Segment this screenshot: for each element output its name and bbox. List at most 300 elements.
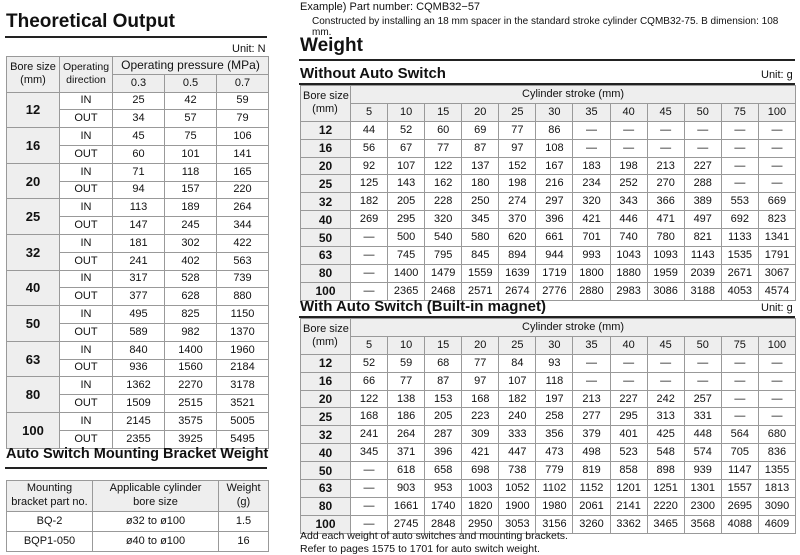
weight-value: 389 <box>684 193 721 211</box>
stroke-value: 50 <box>684 336 721 354</box>
table-row <box>7 163 269 181</box>
bore-size-cell: 100 <box>301 515 351 533</box>
output-value: 245 <box>165 217 217 235</box>
bore-size-cell: 80 <box>301 497 351 515</box>
bracket-cell: BQP1-050 <box>7 532 93 552</box>
weight-value: 745 <box>388 247 425 265</box>
weight-value: 2061 <box>573 497 610 515</box>
output-value: 57 <box>165 110 217 128</box>
stroke-row <box>301 103 796 121</box>
direction-in: IN <box>60 92 113 110</box>
weight-value: 118 <box>536 372 573 390</box>
weight-value: — <box>721 121 758 139</box>
note-2: Refer to pages 1575 to 1701 for auto switch weight. <box>300 543 540 555</box>
bore-size-cell: 40 <box>301 211 351 229</box>
table-row <box>301 497 796 515</box>
weight-value: — <box>721 372 758 390</box>
bore-size-cell: 25 <box>301 408 351 426</box>
weight-value: 77 <box>388 372 425 390</box>
stroke-value: 30 <box>536 103 573 121</box>
weight-value: 1400 <box>388 264 425 282</box>
weight-value: — <box>758 354 795 372</box>
table-row <box>301 462 796 480</box>
weight-value: — <box>610 354 647 372</box>
output-value: 1362 <box>113 377 165 395</box>
weight-value: 2571 <box>462 282 499 300</box>
weight-value: 97 <box>462 372 499 390</box>
weight-value: 618 <box>388 462 425 480</box>
weight-value: 738 <box>499 462 536 480</box>
bracket-cell: ø40 to ø100 <box>93 532 219 552</box>
direction-out: OUT <box>60 323 113 341</box>
weight-value: 264 <box>388 426 425 444</box>
weight-value: 1980 <box>536 497 573 515</box>
weight-value: 1093 <box>647 247 684 265</box>
direction-out: OUT <box>60 217 113 235</box>
bore-size-cell: 50 <box>7 306 60 342</box>
table-row <box>301 193 796 211</box>
weight-value: 2300 <box>684 497 721 515</box>
weight-value: 1201 <box>610 480 647 498</box>
direction-out: OUT <box>60 181 113 199</box>
output-value: 563 <box>217 252 269 270</box>
bracket-header-line1: Mounting <box>26 482 73 495</box>
output-value: 2145 <box>113 412 165 430</box>
bore-size-cell: 40 <box>7 270 60 306</box>
weight-value: — <box>758 121 795 139</box>
stroke-value: 100 <box>758 336 795 354</box>
header-bore-line1: Bore size <box>303 89 349 102</box>
header-stroke: Cylinder stroke (mm) <box>351 86 796 104</box>
weight-value: 108 <box>536 139 573 157</box>
output-value: 2515 <box>165 395 217 413</box>
bore-size-cell: 20 <box>301 157 351 175</box>
stroke-value: 10 <box>388 336 425 354</box>
weight-value: 680 <box>758 426 795 444</box>
weight-value: 903 <box>388 480 425 498</box>
weight-value: 1052 <box>499 480 536 498</box>
weight-value: 240 <box>499 408 536 426</box>
output-value: 589 <box>113 323 165 341</box>
weight-value: 52 <box>351 354 388 372</box>
stroke-value: 5 <box>351 103 388 121</box>
output-value: 25 <box>113 92 165 110</box>
weight-value: 1791 <box>758 247 795 265</box>
weight-value: 1147 <box>721 462 758 480</box>
bore-size-cell: 32 <box>301 426 351 444</box>
table-row <box>7 128 269 146</box>
output-value: 1370 <box>217 323 269 341</box>
header-bore-line2: (mm) <box>312 103 338 116</box>
theoretical-output-title: Theoretical Output <box>6 11 175 32</box>
weight-value: 1800 <box>573 264 610 282</box>
weight-value: 379 <box>573 426 610 444</box>
direction-out: OUT <box>60 430 113 448</box>
bore-size-cell: 16 <box>301 372 351 390</box>
output-value: 75 <box>165 128 217 146</box>
weight-value: 250 <box>462 193 499 211</box>
weight-value: 257 <box>684 390 721 408</box>
output-value: 147 <box>113 217 165 235</box>
weight-value: 333 <box>499 426 536 444</box>
weight-value: 162 <box>425 175 462 193</box>
bore-size-cell: 63 <box>301 247 351 265</box>
weight-value: 471 <box>647 211 684 229</box>
weight-value: 2671 <box>721 264 758 282</box>
direction-in: IN <box>60 377 113 395</box>
weight-value: 77 <box>462 354 499 372</box>
theoretical-output-table <box>6 56 269 449</box>
weight-value: 223 <box>462 408 499 426</box>
weight-value: 287 <box>425 426 462 444</box>
weight-value: 1251 <box>647 480 684 498</box>
bore-size-cell: 80 <box>7 377 60 413</box>
bracket-header-line2: bracket part no. <box>11 496 88 508</box>
output-value: 317 <box>113 270 165 288</box>
bracket-cell: 16 <box>219 532 269 552</box>
stroke-value: 5 <box>351 336 388 354</box>
weight-value: 953 <box>425 480 462 498</box>
output-value: 157 <box>165 181 217 199</box>
bracket-header-cell <box>219 481 269 512</box>
weight-value: 898 <box>647 462 684 480</box>
weight-value: 1719 <box>536 264 573 282</box>
output-value: 118 <box>165 163 217 181</box>
weight-value: 93 <box>536 354 573 372</box>
without-switch-title: Without Auto Switch <box>300 65 446 82</box>
bore-size-cell: 50 <box>301 462 351 480</box>
weight-value: 3260 <box>573 515 610 533</box>
output-value: 880 <box>217 288 269 306</box>
weight-value: 396 <box>536 211 573 229</box>
without-switch-unit: Unit: g <box>761 69 793 81</box>
weight-value: — <box>721 354 758 372</box>
weight-value: — <box>684 121 721 139</box>
output-value: 3575 <box>165 412 217 430</box>
output-value: 528 <box>165 270 217 288</box>
weight-value: — <box>351 462 388 480</box>
weight-value: 823 <box>758 211 795 229</box>
weight-value: 87 <box>425 372 462 390</box>
weight-value: 198 <box>499 175 536 193</box>
weight-value: 44 <box>351 121 388 139</box>
output-value: 377 <box>113 288 165 306</box>
table-row <box>7 512 269 532</box>
weight-value: 241 <box>351 426 388 444</box>
output-value: 982 <box>165 323 217 341</box>
output-value: 1509 <box>113 395 165 413</box>
weight-value: 1133 <box>721 229 758 247</box>
weight-value: 944 <box>536 247 573 265</box>
table-row <box>301 480 796 498</box>
weight-value: 1740 <box>425 497 462 515</box>
weight-value: 1355 <box>758 462 795 480</box>
example-part-number: Example) Part number: CQMB32−57 <box>300 1 481 13</box>
weight-value: 523 <box>610 444 647 462</box>
stroke-value: 35 <box>573 336 610 354</box>
weight-value: 274 <box>499 193 536 211</box>
weight-value: 242 <box>647 390 684 408</box>
weight-value: 213 <box>647 157 684 175</box>
weight-value: 658 <box>425 462 462 480</box>
table-row <box>7 532 269 552</box>
weight-value: 1341 <box>758 229 795 247</box>
weight-value: 669 <box>758 193 795 211</box>
weight-title: Weight <box>300 35 363 56</box>
weight-value: — <box>758 157 795 175</box>
weight-value: 1535 <box>721 247 758 265</box>
weight-value: 152 <box>499 157 536 175</box>
weight-value: 122 <box>351 390 388 408</box>
weight-value: 447 <box>499 444 536 462</box>
weight-value: 66 <box>351 372 388 390</box>
weight-value: 227 <box>684 157 721 175</box>
with-switch-unit: Unit: g <box>761 302 793 314</box>
weight-value: — <box>684 354 721 372</box>
bore-size-cell: 12 <box>301 354 351 372</box>
weight-value: — <box>647 139 684 157</box>
weight-value: 84 <box>499 354 536 372</box>
weight-header-row <box>301 86 796 104</box>
weight-value: — <box>573 372 610 390</box>
weight-value: 1479 <box>425 264 462 282</box>
stroke-value: 45 <box>647 336 684 354</box>
stroke-value: 20 <box>462 336 499 354</box>
weight-value: 780 <box>647 229 684 247</box>
bracket-cell: ø32 to ø100 <box>93 512 219 532</box>
bore-size-cell: 25 <box>301 175 351 193</box>
weight-rule <box>299 59 795 61</box>
weight-value: 182 <box>351 193 388 211</box>
bore-size-cell: 63 <box>301 480 351 498</box>
weight-value: 297 <box>536 193 573 211</box>
pressure-value: 0.7 <box>217 74 269 92</box>
weight-value: 2141 <box>610 497 647 515</box>
header-pressure: Operating pressure (MPa) <box>113 57 269 75</box>
weight-value: — <box>573 139 610 157</box>
weight-value: 564 <box>721 426 758 444</box>
weight-value: 370 <box>499 211 536 229</box>
table-row <box>301 390 796 408</box>
table-row <box>301 157 796 175</box>
stroke-value: 35 <box>573 103 610 121</box>
weight-value: 1003 <box>462 480 499 498</box>
theoretical-header-row <box>7 57 269 75</box>
weight-value: 356 <box>536 426 573 444</box>
bore-size-cell: 20 <box>7 163 60 199</box>
weight-value: 52 <box>388 121 425 139</box>
output-value: 2270 <box>165 377 217 395</box>
output-value: 5495 <box>217 430 269 448</box>
weight-value: 425 <box>647 426 684 444</box>
weight-value: 258 <box>536 408 573 426</box>
output-value: 71 <box>113 163 165 181</box>
output-value: 1560 <box>165 359 217 377</box>
table-row <box>7 412 269 430</box>
weight-value: — <box>351 515 388 533</box>
stroke-value: 40 <box>610 336 647 354</box>
weight-value: 288 <box>684 175 721 193</box>
weight-value: 473 <box>536 444 573 462</box>
weight-value: 540 <box>425 229 462 247</box>
weight-value: — <box>610 121 647 139</box>
weight-value: 295 <box>388 211 425 229</box>
output-value: 628 <box>165 288 217 306</box>
output-value: 181 <box>113 234 165 252</box>
weight-value: 153 <box>425 390 462 408</box>
output-value: 3178 <box>217 377 269 395</box>
weight-value: 122 <box>425 157 462 175</box>
bracket-header-cell <box>7 481 93 512</box>
weight-value: 1639 <box>499 264 536 282</box>
table-row <box>301 426 796 444</box>
output-value: 825 <box>165 306 217 324</box>
output-value: 165 <box>217 163 269 181</box>
weight-value: 396 <box>425 444 462 462</box>
weight-value: — <box>351 229 388 247</box>
weight-with-switch-table <box>300 318 796 534</box>
title-rule <box>5 36 267 38</box>
output-value: 1400 <box>165 341 217 359</box>
weight-value: 620 <box>499 229 536 247</box>
table-row <box>301 211 796 229</box>
bracket-header-line1: Weight <box>226 482 261 495</box>
bore-size-cell: 12 <box>301 121 351 139</box>
weight-value: 1152 <box>573 480 610 498</box>
header-direction-line2: direction <box>66 74 106 87</box>
weight-value: 69 <box>462 121 499 139</box>
output-value: 106 <box>217 128 269 146</box>
weight-value: 345 <box>351 444 388 462</box>
direction-in: IN <box>60 412 113 430</box>
table-row <box>7 199 269 217</box>
weight-value: — <box>758 175 795 193</box>
weight-value: — <box>351 480 388 498</box>
weight-value: — <box>721 157 758 175</box>
output-value: 2355 <box>113 430 165 448</box>
bracket-weight-title: Auto Switch Mounting Bracket Weight <box>6 446 269 462</box>
weight-value: 343 <box>610 193 647 211</box>
weight-value: 2848 <box>425 515 462 533</box>
weight-value: 421 <box>462 444 499 462</box>
weight-value: — <box>573 354 610 372</box>
weight-value: 186 <box>388 408 425 426</box>
direction-out: OUT <box>60 252 113 270</box>
bracket-cell: BQ-2 <box>7 512 93 532</box>
direction-in: IN <box>60 341 113 359</box>
stroke-value: 10 <box>388 103 425 121</box>
direction-out: OUT <box>60 359 113 377</box>
weight-value: 269 <box>351 211 388 229</box>
weight-value: 277 <box>573 408 610 426</box>
header-bore-size <box>301 319 351 355</box>
output-value: 34 <box>113 110 165 128</box>
bore-size-cell: 12 <box>7 92 60 128</box>
weight-value: 692 <box>721 211 758 229</box>
weight-value: 3086 <box>647 282 684 300</box>
stroke-value: 75 <box>721 103 758 121</box>
bore-size-cell: 32 <box>301 193 351 211</box>
weight-value: 87 <box>462 139 499 157</box>
bore-size-cell: 100 <box>301 282 351 300</box>
weight-value: 320 <box>573 193 610 211</box>
direction-out: OUT <box>60 110 113 128</box>
bore-size-cell: 100 <box>7 412 60 448</box>
output-value: 5005 <box>217 412 269 430</box>
direction-out: OUT <box>60 288 113 306</box>
weight-value: 498 <box>573 444 610 462</box>
table-row <box>7 306 269 324</box>
output-value: 241 <box>113 252 165 270</box>
weight-value: — <box>684 372 721 390</box>
weight-value: 858 <box>610 462 647 480</box>
weight-value: — <box>351 497 388 515</box>
output-value: 402 <box>165 252 217 270</box>
weight-value: 107 <box>499 372 536 390</box>
weight-value: 77 <box>499 121 536 139</box>
output-value: 189 <box>165 199 217 217</box>
weight-value: 845 <box>462 247 499 265</box>
stroke-value: 25 <box>499 103 536 121</box>
weight-value: 107 <box>388 157 425 175</box>
weight-value: 143 <box>388 175 425 193</box>
weight-value: 4053 <box>721 282 758 300</box>
weight-value: 2468 <box>425 282 462 300</box>
output-value: 1150 <box>217 306 269 324</box>
weight-value: 168 <box>462 390 499 408</box>
weight-value: 1557 <box>721 480 758 498</box>
header-bore-line1: Bore size <box>303 322 349 335</box>
weight-value: 548 <box>647 444 684 462</box>
bore-size-cell: 50 <box>301 229 351 247</box>
header-bore-line2: (mm) <box>20 74 46 87</box>
weight-value: 3568 <box>684 515 721 533</box>
weight-value: 197 <box>536 390 573 408</box>
table-row <box>301 354 796 372</box>
output-value: 42 <box>165 92 217 110</box>
weight-value: 497 <box>684 211 721 229</box>
weight-value: 574 <box>684 444 721 462</box>
weight-value: 205 <box>388 193 425 211</box>
weight-value: 894 <box>499 247 536 265</box>
weight-value: 836 <box>758 444 795 462</box>
pressure-value: 0.5 <box>165 74 217 92</box>
weight-value: — <box>758 139 795 157</box>
output-value: 79 <box>217 110 269 128</box>
stroke-value: 25 <box>499 336 536 354</box>
weight-value: 137 <box>462 157 499 175</box>
weight-value: 4088 <box>721 515 758 533</box>
bore-size-cell: 16 <box>301 139 351 157</box>
weight-value: — <box>610 139 647 157</box>
output-value: 3925 <box>165 430 217 448</box>
weight-value: 2776 <box>536 282 573 300</box>
table-row <box>7 92 269 110</box>
weight-value: 60 <box>425 121 462 139</box>
table-row <box>7 234 269 252</box>
weight-value: 3053 <box>499 515 536 533</box>
weight-value: 182 <box>499 390 536 408</box>
table-row <box>301 372 796 390</box>
weight-value: 252 <box>610 175 647 193</box>
stroke-value: 75 <box>721 336 758 354</box>
header-bore-line1: Bore size <box>10 60 56 73</box>
weight-value: 779 <box>536 462 573 480</box>
weight-value: 86 <box>536 121 573 139</box>
weight-value: 3362 <box>610 515 647 533</box>
weight-value: 313 <box>647 408 684 426</box>
weight-value: 500 <box>388 229 425 247</box>
